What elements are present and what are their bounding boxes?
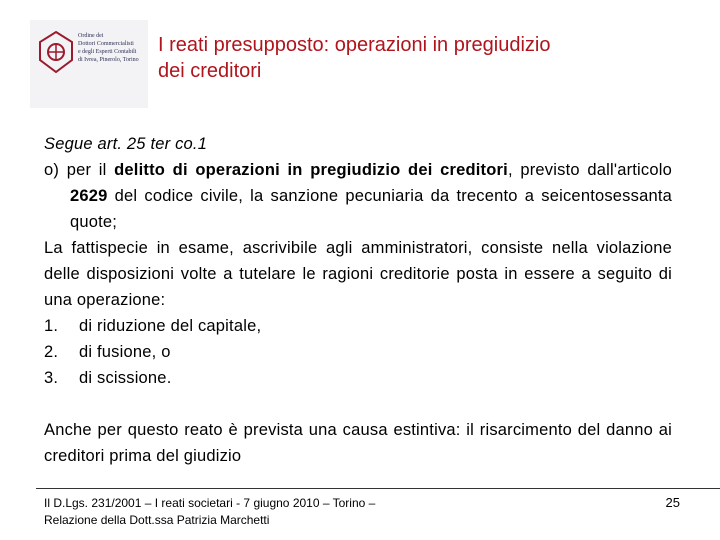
article-reference: Segue art. 25 ter co.1 bbox=[44, 135, 208, 153]
item-o-paragraph bbox=[44, 157, 672, 235]
list-number: 3. bbox=[44, 369, 59, 387]
list-text: di riduzione del capitale, bbox=[79, 317, 262, 335]
slide-title bbox=[158, 32, 698, 84]
footer-line-2: Relazione della Dott.ssa Patrizia Marchetti bbox=[44, 513, 270, 527]
logo-text-line: e degli Esperti Contabili bbox=[78, 49, 137, 55]
footer bbox=[44, 495, 484, 529]
list-number: 1. bbox=[44, 317, 59, 335]
list-number: 2. bbox=[44, 343, 59, 361]
list-text: di fusione, o bbox=[79, 343, 171, 361]
logo-text-line: di Ivrea, Pinerolo, Torino bbox=[78, 57, 139, 63]
slide-body bbox=[44, 131, 672, 469]
logo-text-line: Dottori Commercialisti bbox=[78, 41, 134, 47]
title-line-1: I reati presupposto: operazioni in pregiudizio bbox=[158, 34, 551, 56]
article-number: 2629 bbox=[70, 187, 108, 205]
item-o-suffix: del codice civile, la sanzione pecuniaria da trecento a seicentosessanta quote; bbox=[70, 187, 672, 231]
logo-text-line: Ordine dei bbox=[78, 33, 104, 39]
item-o-prefix: o) per il bbox=[44, 161, 115, 179]
organization-logo bbox=[30, 20, 148, 108]
footer-line-1: Il D.Lgs. 231/2001 – I reati societari - 7 giugno 2010 – Torino – bbox=[44, 496, 376, 510]
closing-paragraph: Anche per questo reato è prevista una causa estintiva: il risarcimento del danno ai creditori prima del giudizio bbox=[44, 421, 672, 465]
list-text: di scissione. bbox=[79, 369, 172, 387]
list-item bbox=[44, 339, 672, 365]
item-o-mid: , previsto dall'articolo bbox=[507, 161, 672, 179]
description-paragraph: La fattispecie in esame, ascrivibile agli amministratori, consiste nella violazione delle disposizioni volte a tutelare le ragioni creditorie posta in essere a seguito di una operazione: bbox=[44, 239, 672, 309]
list-item bbox=[44, 313, 672, 339]
offense-name: delitto di operazioni in pregiudizio dei creditori bbox=[114, 161, 508, 179]
list-item bbox=[44, 365, 672, 391]
footer-divider bbox=[36, 488, 720, 489]
title-line-2: dei creditori bbox=[158, 60, 262, 82]
page-number: 25 bbox=[665, 495, 680, 510]
emblem-icon bbox=[36, 30, 76, 74]
